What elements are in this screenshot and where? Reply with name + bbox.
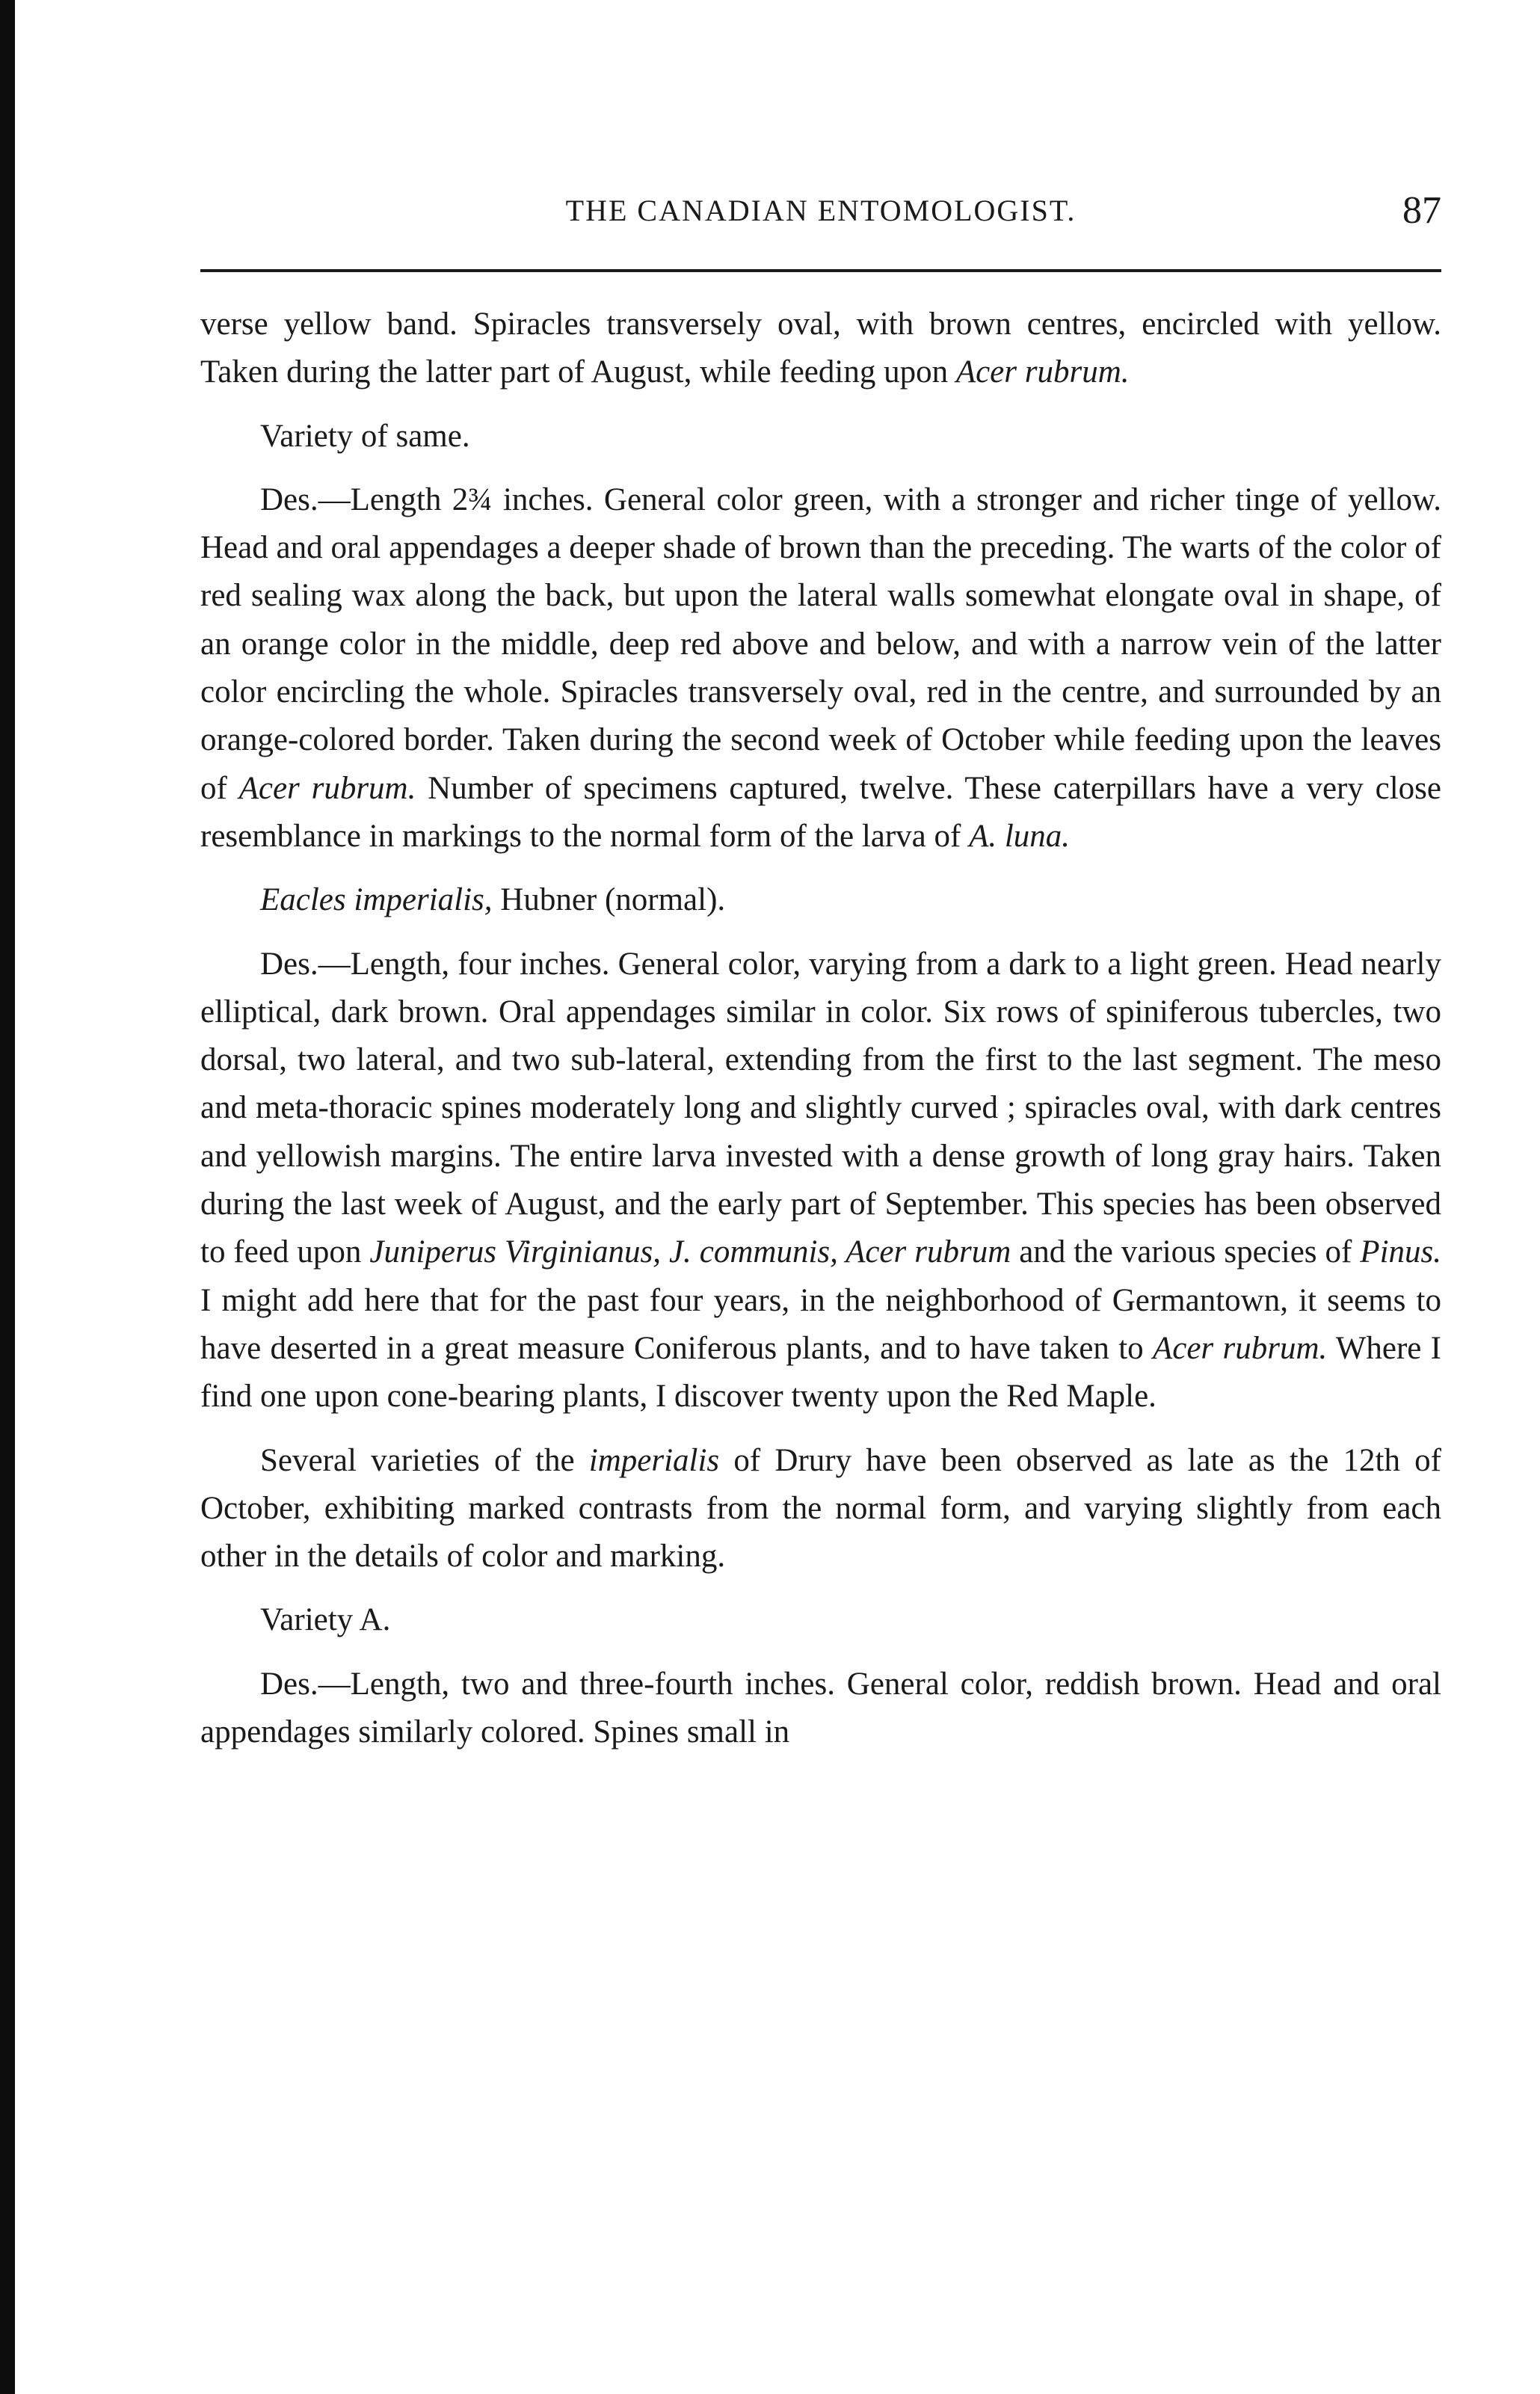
variety-heading: Variety of same. [260, 418, 470, 454]
text-run: Des.—Length, four inches. General color, varying from a dark to a light green. Head nearly elliptical, dark brown. Oral appendages similar in color. Six rows of spiniferous tubercles, two dorsal, two lateral, and two sub-lateral, extending from the first to the last segment. The meso and meta-thoracic spines moderately long and slightly curved ; spiracles oval, with dark centres and yellowish margins. The entire larva invested with a dense growth of long gray hairs. Taken during the last week of August, and the early part of September. This species has been observed to feed upon [200, 946, 1441, 1270]
page-number: 87 [1402, 189, 1441, 232]
species-authority: Hubner (normal). [492, 882, 726, 918]
paragraph-variety-description [200, 476, 1441, 861]
text-run: I might add here that for the past four years, in the neighborhood of Germantown, it seems to have deserted in a great measure Coniferous plants, and to have taken to [200, 1282, 1441, 1366]
italic-text: Acer rubrum. [238, 770, 416, 806]
scan-edge-bar [0, 0, 15, 2394]
text-run: Number of specimens captured, twelve. These caterpillars have a very close resemblance in markings to the normal form of the larva of [200, 770, 1442, 854]
header-rule [200, 269, 1441, 272]
text-run: and the various species of [1011, 1234, 1361, 1270]
italic-text: Acer rubrum. [955, 354, 1130, 390]
paragraph-continuation [200, 301, 1441, 397]
text-run: Where I find one upon cone-bearing plants, I discover twenty upon the Red Maple. [200, 1330, 1442, 1415]
italic-text: Pinus. [1360, 1234, 1441, 1270]
text-run: Des.—Length 2¾ inches. General color green, with a stronger and richer tinge of yellow. Head and oral appendages a deeper shade of brown than the preceding. The warts of the color of red sealing wax along the back, but upon the lateral walls somewhat elongate oval in shape, of an orange color in the middle, deep red above and below, and with a narrow vein of the latter color encircling the whole. Spiracles transversely oval, red in the centre, and surrounded by an orange-colored border. Taken during the second week of October while feeding upon the leaves of [200, 481, 1441, 806]
paragraph-varieties [200, 1437, 1441, 1581]
species-heading [200, 876, 1441, 924]
running-title: THE CANADIAN ENTOMOLOGIST. [565, 194, 1077, 227]
body-text [200, 301, 1441, 1756]
running-head [200, 189, 1441, 238]
paragraph-variety-a: Des.—Length, two and three-fourth inches. General color, reddish brown. Head and oral appendages similarly colored. Spines small in [200, 1666, 1441, 1750]
page [200, 0, 1441, 2394]
text-run: of Drury have been observed as late as the 12th of October, exhibiting marked contrasts from the normal form, and varying slightly from each other in the details of color and marking. [200, 1442, 1441, 1575]
text-run: Several varieties of the [260, 1442, 589, 1478]
text-run: verse yellow band. Spiracles transversely oval, with brown centres, encircled with yellow. Taken during the latter part of August, while feeding upon [200, 307, 1441, 390]
italic-text: imperialis [588, 1442, 720, 1478]
italic-text: Acer rubrum. [1153, 1330, 1328, 1366]
italic-text: Juniperus Virginianus, J. communis, Acer rubrum [369, 1234, 1011, 1270]
italic-text: A. luna. [969, 818, 1071, 854]
paragraph-species-description [200, 941, 1441, 1421]
variety-a-heading: Variety A. [260, 1602, 391, 1638]
species-name: Eacles imperialis, [260, 882, 493, 918]
